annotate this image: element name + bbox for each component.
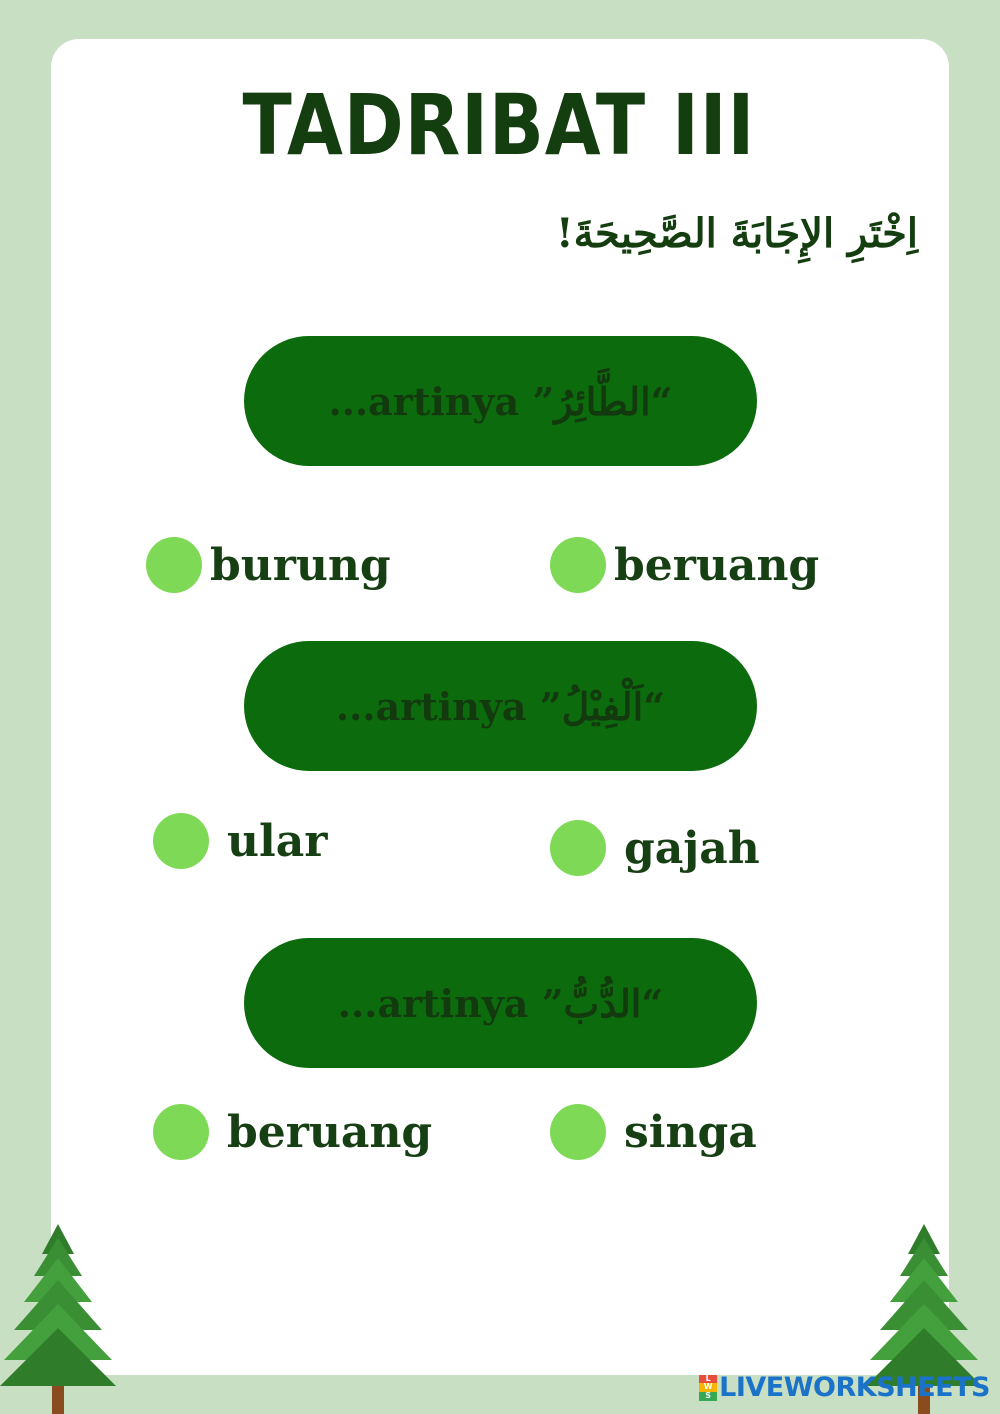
question-3-prompt: “الدُّبُّ” artinya... xyxy=(337,980,664,1026)
option-label: singa xyxy=(624,1106,757,1158)
question-2-prompt: “اَلْفِيْلُ” artinya... xyxy=(335,683,666,729)
worksheet-title: TADRIBAT III xyxy=(242,76,756,174)
question-1-prompt: “الطَّائِرُ” artinya... xyxy=(328,378,673,424)
option-label: beruang xyxy=(614,539,820,591)
radio-button[interactable] xyxy=(550,820,606,876)
question-3-pill xyxy=(244,938,757,1068)
radio-button[interactable] xyxy=(550,1104,606,1160)
option-label: gajah xyxy=(624,822,760,874)
option-label: burung xyxy=(210,539,391,591)
liveworksheets-logo-icon: L W S xyxy=(699,1375,717,1401)
liveworksheets-brand[interactable] xyxy=(699,1372,990,1403)
radio-button[interactable] xyxy=(550,537,606,593)
question-3-option-1[interactable] xyxy=(153,1104,432,1160)
question-3-option-2[interactable] xyxy=(550,1104,757,1160)
question-2-pill xyxy=(244,641,757,771)
pine-tree-icon xyxy=(0,1224,116,1414)
question-2-option-1[interactable] xyxy=(153,813,327,869)
radio-button[interactable] xyxy=(146,537,202,593)
question-1-pill xyxy=(244,336,757,466)
radio-button[interactable] xyxy=(153,1104,209,1160)
instruction-text: اِخْتَرِ الإِجَابَةَ الصَّحِيحَةَ! xyxy=(556,210,918,257)
option-label: beruang xyxy=(227,1106,433,1158)
radio-button[interactable] xyxy=(153,813,209,869)
question-1-option-1[interactable] xyxy=(146,537,391,593)
option-label: ular xyxy=(227,815,328,867)
brand-name: LIVEWORKSHEETS xyxy=(719,1372,990,1403)
question-2-option-2[interactable] xyxy=(550,820,760,876)
question-1-option-2[interactable] xyxy=(550,537,819,593)
